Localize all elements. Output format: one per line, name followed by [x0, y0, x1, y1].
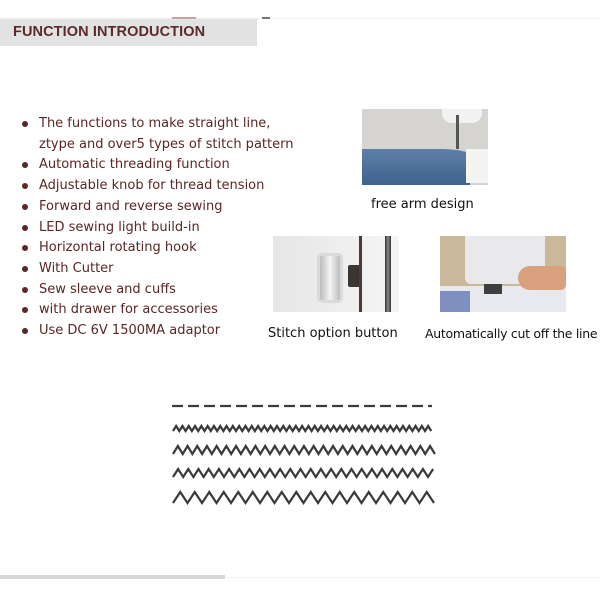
section-header: [0, 20, 257, 46]
bottom-divider: [0, 575, 225, 579]
top-accent-mark: [172, 17, 196, 19]
bullet-icon: [22, 287, 28, 293]
bullet-icon: [22, 307, 28, 313]
stitch-patterns-icon: [170, 397, 445, 517]
feature-item: Use DC 6V 1500MA adaptor: [22, 321, 293, 342]
feature-item-continuation: ztype and over5 types of stitch pattern: [39, 136, 294, 152]
free-arm-caption: free arm design: [371, 197, 474, 212]
feature-item: LED sewing light build-in: [22, 218, 293, 239]
top-divider-right: [258, 18, 600, 19]
auto-cut-caption: Automatically cut off the line: [425, 326, 598, 341]
bullet-icon: [22, 225, 28, 231]
bullet-icon: [22, 204, 28, 210]
stitch-option-photo: [273, 236, 399, 312]
auto-cut-photo: [440, 236, 566, 312]
top-dark-mark: [262, 17, 270, 19]
bullet-icon: [22, 266, 28, 272]
bullet-icon: [22, 328, 28, 334]
free-arm-photo: [362, 109, 488, 185]
feature-item: The functions to make straight line,: [22, 114, 293, 135]
bottom-divider-right: [225, 577, 600, 578]
feature-item: with drawer for accessories: [22, 300, 293, 321]
feature-item: Automatic threading function: [22, 155, 293, 176]
feature-item: With Cutter: [22, 259, 293, 280]
feature-list: [22, 114, 293, 342]
feature-item: Sew sleeve and cuffs: [22, 280, 293, 301]
bullet-icon: [22, 121, 28, 127]
bullet-icon: [22, 183, 28, 189]
bullet-icon: [22, 245, 28, 251]
section-title: FUNCTION INTRODUCTION: [13, 24, 206, 40]
feature-item: Horizontal rotating hook: [22, 238, 293, 259]
feature-item: Adjustable knob for thread tension: [22, 176, 293, 197]
stitch-patterns-illustration: [170, 397, 445, 517]
feature-item: Forward and reverse sewing: [22, 197, 293, 218]
stitch-option-caption: Stitch option button: [268, 326, 398, 341]
bullet-icon: [22, 162, 28, 168]
